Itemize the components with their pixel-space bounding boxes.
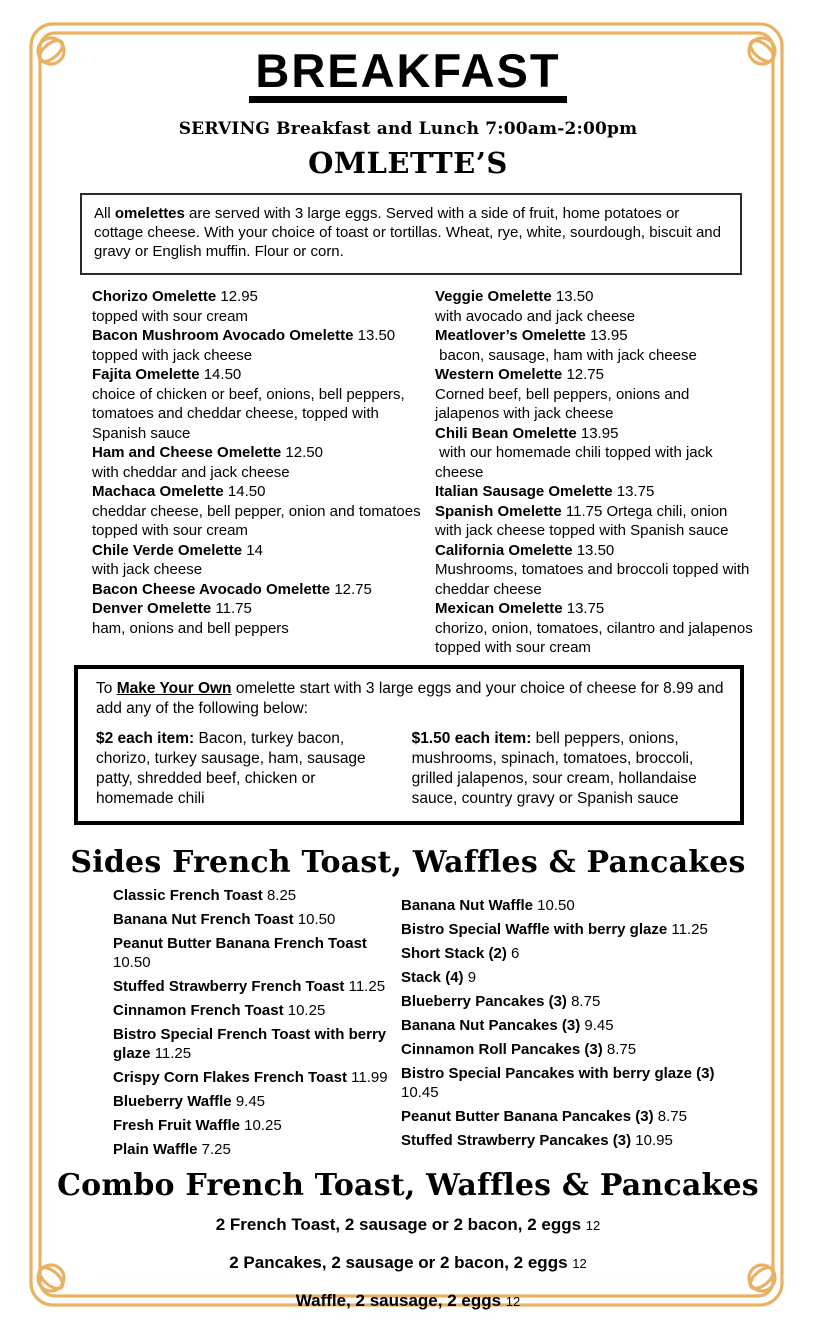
- omelettes-section-heading: OMLETTE’S: [308, 146, 508, 181]
- item-price: 10.45: [401, 1083, 439, 1101]
- item-description: bacon, sausage, ham with jack cheese: [435, 346, 697, 364]
- item-name: Peanut Butter Banana Pancakes (3): [401, 1107, 654, 1125]
- item-name: Italian Sausage Omelette: [435, 483, 613, 501]
- item-price: 11.25: [348, 977, 386, 995]
- menu-item: [113, 1001, 398, 1020]
- item-name: Plain Waffle: [113, 1140, 198, 1158]
- menu-item: [92, 326, 430, 365]
- item-description: cheddar cheese, bell pepper, onion and tomatoes topped with sour cream: [92, 502, 425, 540]
- combo-item: [0, 1215, 816, 1236]
- item-name: Short Stack (2): [401, 944, 507, 962]
- intro-bold-word: omelettes: [114, 205, 185, 223]
- sides-columns: [113, 886, 816, 1164]
- item-name: Stack (4): [401, 968, 464, 986]
- item-name: Bistro Special French Toast with berry glaze: [113, 1025, 387, 1062]
- item-price: 8.75: [606, 1040, 637, 1058]
- menu-item: [435, 424, 753, 483]
- item-name: Bacon Cheese Avocado Omelette: [92, 580, 331, 598]
- page-title: BREAKFAST: [249, 46, 566, 103]
- item-description: ham, onions and bell peppers: [92, 619, 289, 637]
- sides-section-heading: Sides French Toast, Waffles & Pancakes: [70, 844, 746, 880]
- menu-item: [401, 1107, 749, 1126]
- one-fifty-items: [412, 729, 726, 809]
- combo-item: [0, 1253, 816, 1274]
- item-description: Corned beef, bell peppers, onions and jalapenos with jack cheese: [435, 385, 694, 423]
- one-fifty-label: $1.50 each item:: [411, 729, 532, 747]
- menu-item: [113, 977, 398, 996]
- item-description: Mushrooms, tomatoes and broccoli topped with cheddar cheese: [435, 561, 754, 598]
- menu-item: [435, 502, 753, 541]
- menu-item: [401, 992, 749, 1011]
- item-description: chorizo, onion, tomatoes, cilantro and jalapenos topped with sour cream: [435, 619, 757, 657]
- item-description: Ortega chili, onion with jack cheese topped with Spanish sauce: [435, 502, 732, 540]
- item-price: 10.95: [635, 1131, 673, 1149]
- menu-item: [113, 1068, 398, 1087]
- menu-item: [113, 886, 398, 905]
- item-description: topped with jack cheese: [92, 346, 253, 364]
- menu-item: [435, 599, 757, 658]
- combo-items: [0, 1215, 816, 1312]
- item-price: 14.50: [203, 366, 242, 384]
- menu-item: [435, 326, 753, 365]
- menu-item: [92, 443, 430, 482]
- two-dollar-text: Bacon, turkey bacon, chorizo, turkey sausage, ham, sausage patty, shredded beef, chicken or homemade chili: [96, 729, 366, 807]
- item-price: 12.75: [334, 580, 372, 598]
- item-price: 10.50: [113, 953, 151, 971]
- combo-item: [0, 1291, 816, 1312]
- one-fifty-text: bell peppers, onions, mushrooms, spinach, tomatoes, broccoli, grilled jalapenos, sour cream, hollandaise sauce, country gravy or Spanish sauce: [411, 729, 697, 807]
- item-price: 13.50: [576, 541, 615, 559]
- menu-item: [92, 541, 430, 580]
- menu-item: [113, 910, 398, 929]
- item-name: Spanish Omelette: [435, 502, 562, 520]
- make-your-own-intro: [96, 679, 726, 719]
- menu-item: [401, 968, 749, 987]
- item-price: 10.25: [244, 1116, 282, 1134]
- item-name: Banana Nut French Toast: [113, 910, 294, 928]
- item-description: with jack cheese: [92, 561, 203, 579]
- menu-item: [113, 1140, 398, 1159]
- item-name: Bistro Special Pancakes with berry glaze (3): [401, 1064, 715, 1082]
- item-name: Crispy Corn Flakes French Toast: [113, 1068, 347, 1086]
- menu-item: [401, 1016, 749, 1035]
- item-name: Banana Nut Waffle: [401, 896, 533, 914]
- item-price: 10.25: [287, 1001, 326, 1019]
- item-price: 13.75: [566, 600, 605, 618]
- item-price: 12: [572, 1255, 587, 1271]
- item-name: Chili Bean Omelette: [435, 424, 577, 442]
- item-name: Cinnamon French Toast: [113, 1001, 284, 1019]
- myo-intro-underlined: Make Your Own: [116, 679, 232, 697]
- item-price: 12.95: [220, 288, 258, 306]
- item-name: Meatlover’s Omelette: [435, 327, 586, 345]
- item-name: 2 French Toast, 2 sausage or 2 bacon, 2 eggs: [215, 1214, 582, 1234]
- item-name: Waffle, 2 sausage, 2 eggs: [295, 1290, 502, 1310]
- item-name: 2 Pancakes, 2 sausage or 2 bacon, 2 eggs: [229, 1252, 568, 1272]
- item-description: topped with sour cream: [92, 307, 248, 325]
- item-price: 8.75: [657, 1107, 687, 1125]
- combo-section-heading: Combo French Toast, Waffles & Pancakes: [57, 1167, 759, 1203]
- item-name: Mexican Omelette: [435, 600, 563, 618]
- two-dollar-label: $2 each item:: [96, 729, 195, 747]
- item-name: Bacon Mushroom Avocado Omelette: [92, 327, 354, 345]
- menu-item: [401, 920, 749, 939]
- item-price: 11.99: [351, 1068, 388, 1086]
- myo-intro-suffix: omelette start with 3 large eggs and your choice of cheese for 8.99 and add any of the following below:: [96, 679, 724, 717]
- item-name: Western Omelette: [435, 366, 563, 384]
- sides-right-column: [401, 886, 749, 1164]
- item-price: 13.95: [580, 424, 619, 442]
- item-price: 13.75: [616, 483, 655, 501]
- menu-item: [401, 944, 749, 963]
- item-name: Fresh Fruit Waffle: [113, 1116, 240, 1134]
- item-price: 11.25: [154, 1044, 192, 1062]
- item-price: 8.75: [571, 992, 601, 1010]
- item-description: with cheddar and jack cheese: [92, 463, 290, 481]
- omelettes-right-column: [435, 287, 757, 658]
- menu-item: [92, 482, 430, 541]
- item-name: Fajita Omelette: [92, 366, 200, 384]
- make-your-own-box: [74, 665, 744, 825]
- item-price: 8.25: [266, 886, 297, 904]
- item-price: 10.50: [297, 910, 336, 928]
- item-price: 12: [505, 1293, 521, 1309]
- item-name: Veggie Omelette: [435, 288, 552, 306]
- make-your-own-columns: [96, 729, 726, 809]
- menu-item: [435, 287, 753, 326]
- menu-item: [113, 1116, 398, 1135]
- menu-item: [401, 1131, 749, 1150]
- menu-item: [435, 482, 753, 502]
- item-price: 13.50: [357, 327, 396, 345]
- intro-prefix: All: [94, 205, 115, 223]
- menu-item: [92, 365, 430, 443]
- item-name: Banana Nut Pancakes (3): [401, 1016, 581, 1034]
- menu-item: [401, 896, 749, 915]
- item-name: Chorizo Omelette: [92, 288, 217, 306]
- item-name: Denver Omelette: [92, 600, 212, 618]
- item-price: 6: [511, 944, 520, 962]
- item-name: Machaca Omelette: [92, 483, 224, 501]
- item-price: 11.75: [565, 502, 603, 520]
- item-name: Bistro Special Waffle with berry glaze: [401, 920, 668, 938]
- omelettes-intro-box: [80, 193, 742, 275]
- serving-hours-subtitle: SERVING Breakfast and Lunch 7:00am-2:00pm: [178, 119, 638, 140]
- item-description: choice of chicken or beef, onions, bell peppers, tomatoes and cheddar cheese, topped with Spanish sauce: [92, 385, 409, 442]
- item-price: 11.75: [215, 600, 252, 618]
- item-name: Peanut Butter Banana French Toast: [113, 934, 367, 952]
- item-name: Stuffed Strawberry French Toast: [113, 977, 345, 995]
- menu-item: [113, 1025, 398, 1063]
- menu-item: [435, 541, 753, 600]
- myo-intro-prefix: To: [96, 679, 117, 697]
- item-description: with avocado and jack cheese: [435, 307, 636, 325]
- item-description: with our homemade chili topped with jack cheese: [435, 444, 717, 481]
- item-name: California Omelette: [435, 541, 573, 559]
- item-price: 12: [585, 1217, 601, 1233]
- intro-suffix: are served with 3 large eggs. Served with a side of fruit, home potatoes or cottage cheese. With your choice of toast or tortillas. Wheat, rye, white, sourdough, biscuit and gravy or English muffin. Flour or corn.: [94, 205, 721, 261]
- item-price: 9.45: [584, 1016, 614, 1034]
- item-price: 13.50: [555, 288, 594, 306]
- item-price: 9.45: [235, 1092, 266, 1110]
- menu-item: [113, 934, 398, 972]
- item-price: 12.75: [566, 366, 604, 384]
- item-name: Cinnamon Roll Pancakes (3): [401, 1040, 603, 1058]
- item-price: 11.25: [671, 920, 708, 938]
- item-price: 10.50: [537, 896, 575, 914]
- item-price: 7.25: [201, 1140, 231, 1158]
- sides-left-column: [113, 886, 398, 1164]
- menu-item: [92, 599, 430, 638]
- item-price: 13.95: [590, 327, 628, 345]
- menu-item: [92, 287, 430, 326]
- menu-item: [401, 1064, 749, 1102]
- menu-item: [435, 365, 753, 424]
- two-dollar-items: [96, 729, 387, 809]
- item-name: Blueberry Pancakes (3): [401, 992, 567, 1010]
- item-price: 9: [467, 968, 477, 986]
- omelettes-columns: [92, 287, 816, 658]
- item-name: Chile Verde Omelette: [92, 541, 243, 559]
- item-name: Ham and Cheese Omelette: [92, 444, 282, 462]
- item-price: 14.50: [227, 483, 266, 501]
- menu-item: [92, 580, 430, 600]
- menu-item: [401, 1040, 749, 1059]
- menu-item: [113, 1092, 398, 1111]
- omelettes-left-column: [92, 287, 430, 658]
- item-price: 14: [246, 541, 263, 559]
- item-name: Stuffed Strawberry Pancakes (3): [401, 1131, 632, 1149]
- item-name: Classic French Toast: [113, 886, 263, 904]
- item-price: 12.50: [285, 444, 323, 462]
- item-name: Blueberry Waffle: [113, 1092, 232, 1110]
